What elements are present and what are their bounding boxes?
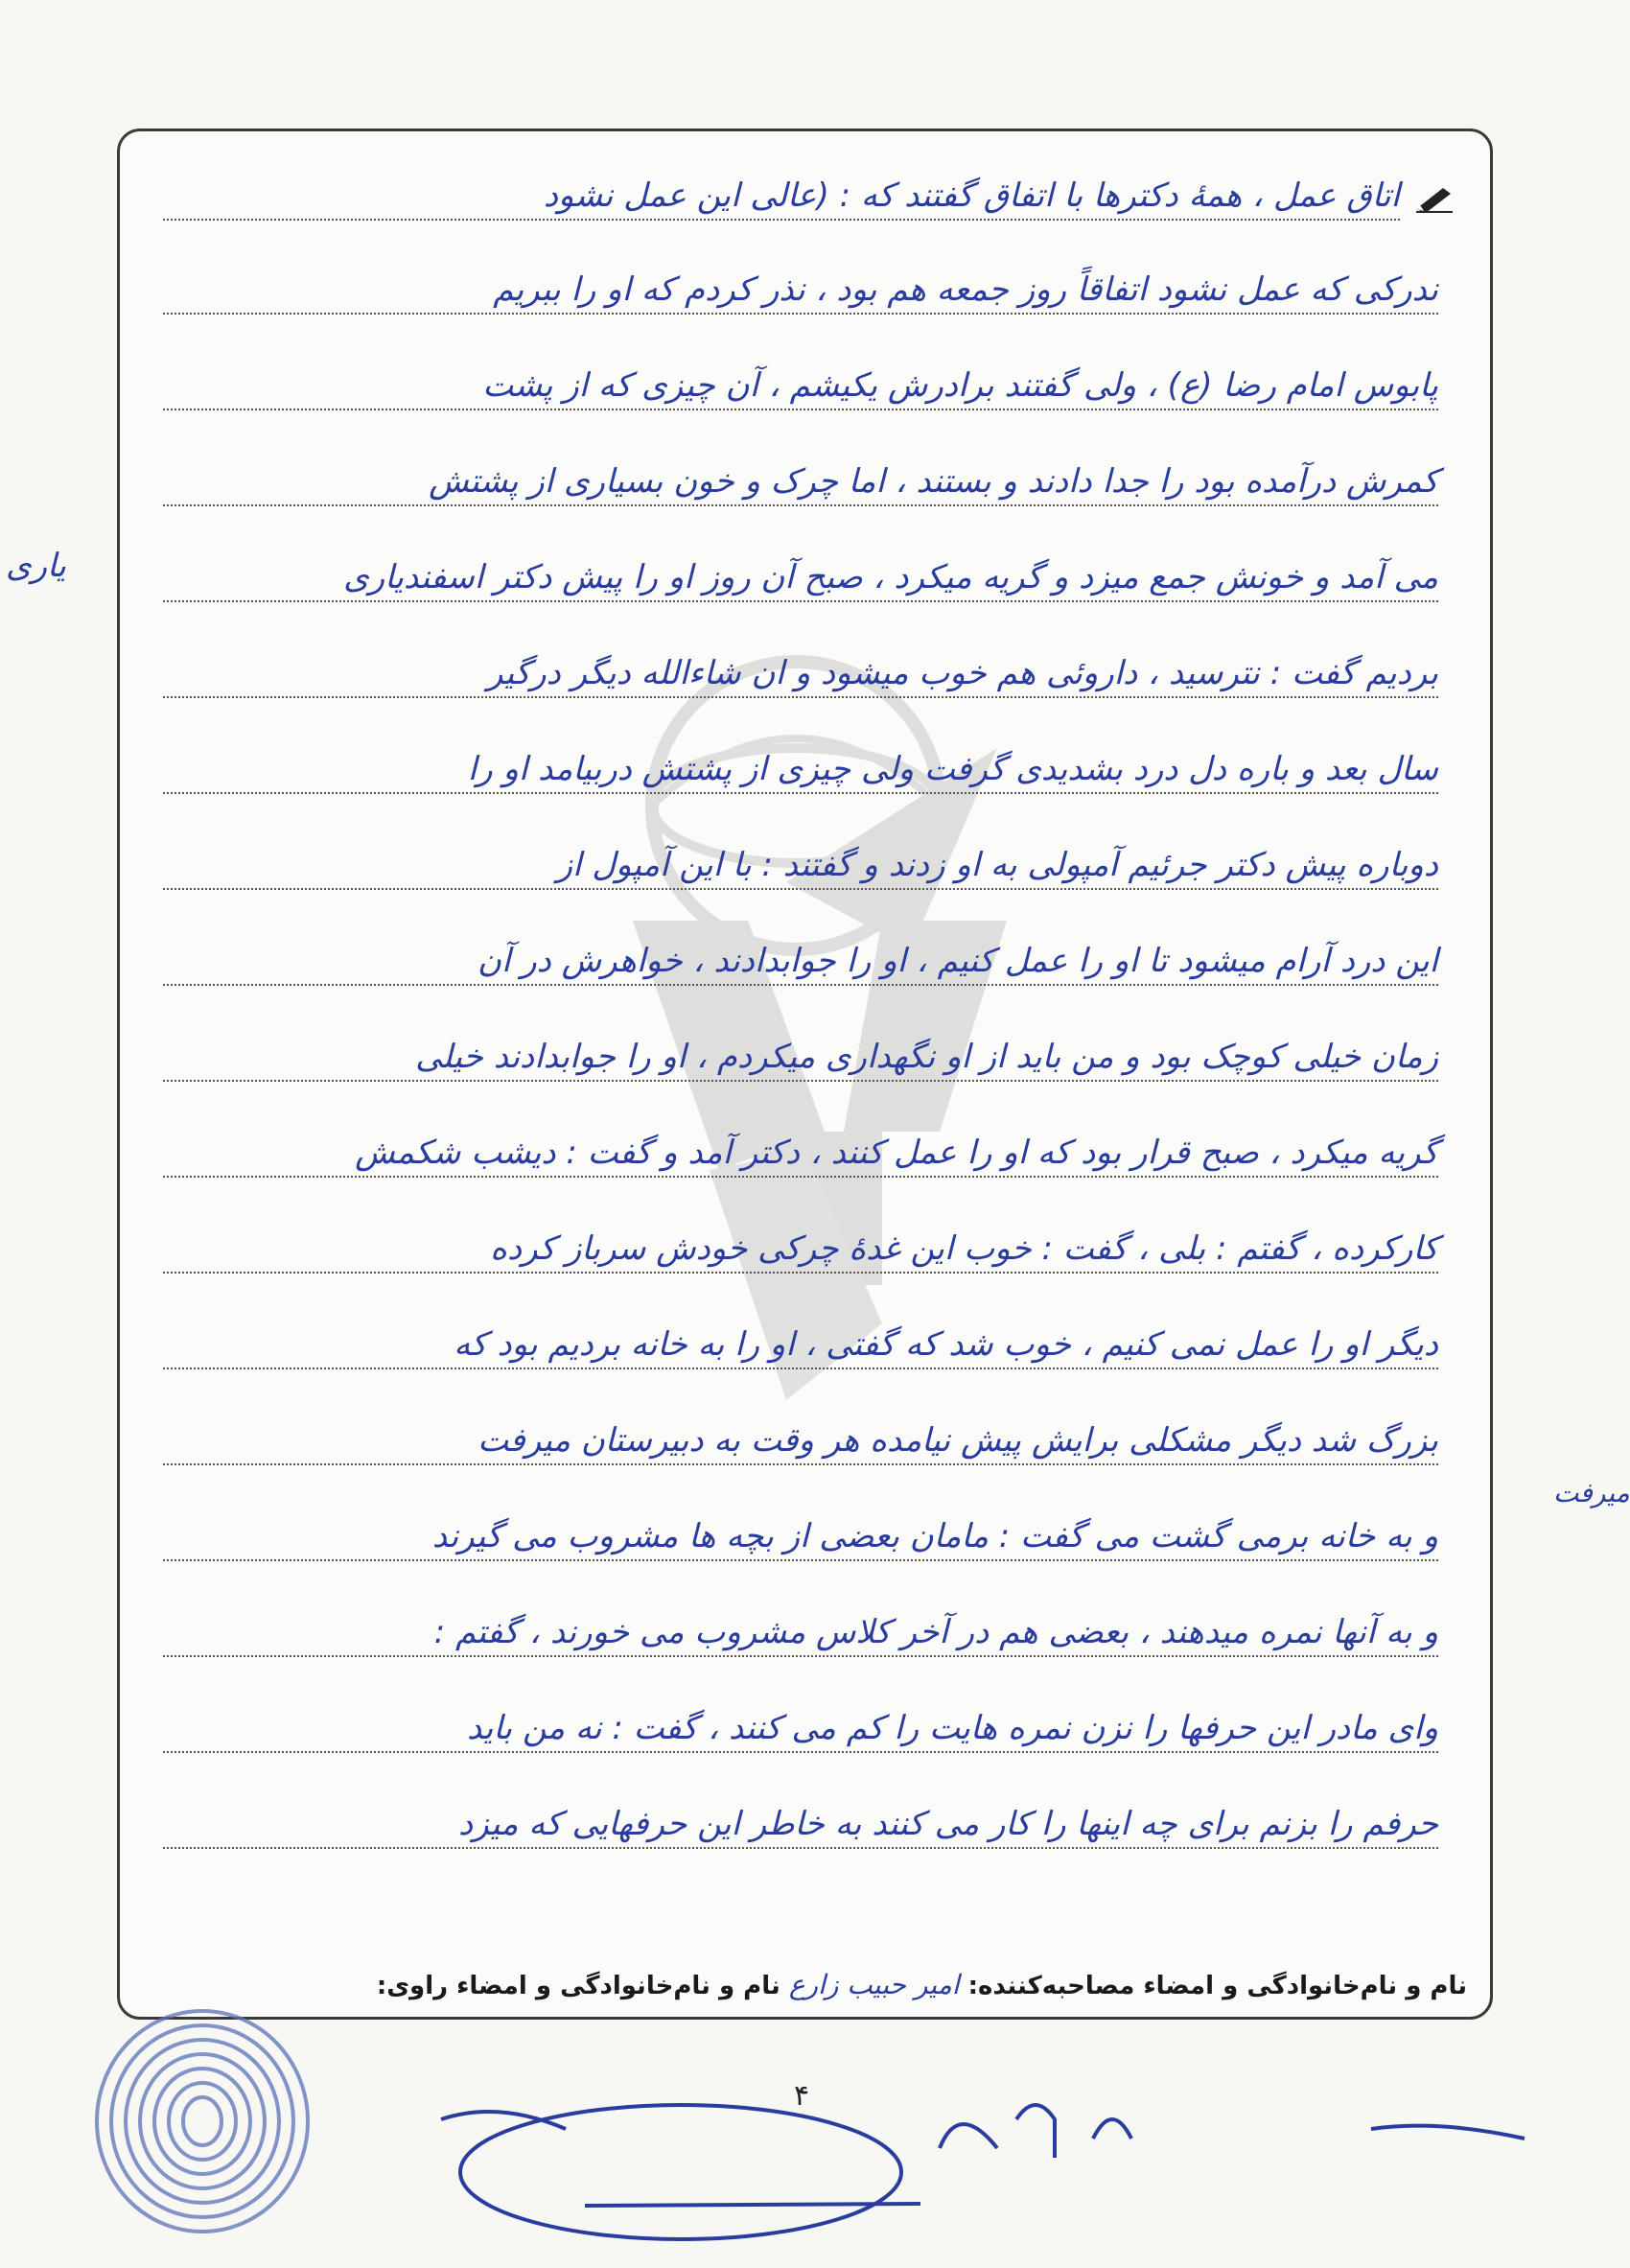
interviewer-label: نام و نام‌خانوادگی و امضاء مصاحبه‌کننده: <box>967 1972 1467 2000</box>
text-line: گریه میکرد ، صبح قرار بود که او را عمل کنند ، دکتر آمد و گفت : دیشب شکمش <box>163 1130 1438 1178</box>
margin-note-right: یاری <box>6 547 66 585</box>
narrator-label: نام و نام‌خانوادگی و امضاء راوی: <box>376 1972 780 2000</box>
text-line: دیگر او را عمل نمی کنیم ، خوب شد که گفتی ، او را به خانه بردیم بود که <box>163 1321 1438 1369</box>
text-line: کمرش درآمده بود را جدا دادند و بستند ، اما چرک و خون بسیاری از پشتش <box>163 458 1438 506</box>
text-line: و به خانه برمی گشت می گفت : مامان بعضی از بچه ها مشروب می گیرند <box>163 1513 1438 1561</box>
interviewer-signature: امیر حبیب زارع <box>788 1969 960 2000</box>
narrator-signature <box>422 2062 1572 2254</box>
margin-note-left: میرفت <box>1553 1477 1630 1508</box>
text-line: حرفم را بزنم برای چه اینها را کار می کنند به خاطر این حرفهایی که میزد <box>163 1801 1438 1849</box>
text-line: بزرگ شد دیگر مشکلی برایش پیش نیامده هر وقت به دبیرستان میرفت <box>163 1417 1438 1465</box>
text-line: پابوس امام رضا (ع) ، ولی گفتند برادرش یکیشم ، آن چیزی که از پشت <box>163 362 1438 410</box>
page-number: ۴ <box>794 2079 810 2113</box>
text-line: دوباره پیش دکتر جرئیم آمپولی به او زدند و گفتند : با این آمپول از <box>163 842 1438 890</box>
text-line: سال بعد و باره دل درد بشدیدی گرفت ولی چیزی از پشتش دربیامد او را <box>163 746 1438 794</box>
text-line: و به آنها نمره میدهند ، بعضی هم در آخر کلاس مشروب می خورند ، گفتم : <box>163 1609 1438 1657</box>
text-line: می آمد و خونش جمع میزد و گریه میکرد ، صبح آن روز او را پیش دکتر اسفندیاری <box>163 554 1438 602</box>
text-line: کارکرده ، گفتم : بلی ، گفت : خوب این غدهٔ چرکی خودش سرباز کرده <box>163 1226 1438 1274</box>
text-line: اتاق عمل ، همهٔ دکترها با اتفاق گفتند که : (عالی این عمل نشود <box>163 173 1400 221</box>
text-line: وای مادر این حرفها را نزن نمره هایت را کم می کنند ، گفت : نه من باید <box>163 1705 1438 1753</box>
text-line: زمان خیلی کوچک بود و من باید از او نگهداری میکردم ، او را جوابدادند خیلی <box>163 1034 1438 1082</box>
text-line: این درد آرام میشود تا او را عمل کنیم ، او را جوابدادند ، خواهرش در آن <box>163 938 1438 986</box>
text-line: ندرکی که عمل نشود اتفاقاً روز جمعه هم بود ، نذر کردم که او را ببریم <box>163 267 1438 315</box>
text-line: بردیم گفت : نترسید ، داروئی هم خوب میشود و ان شاءالله دیگر درگیر <box>163 650 1438 698</box>
footer-signature-labels <box>377 1969 1467 2000</box>
fingerprint-mark <box>82 1987 322 2236</box>
